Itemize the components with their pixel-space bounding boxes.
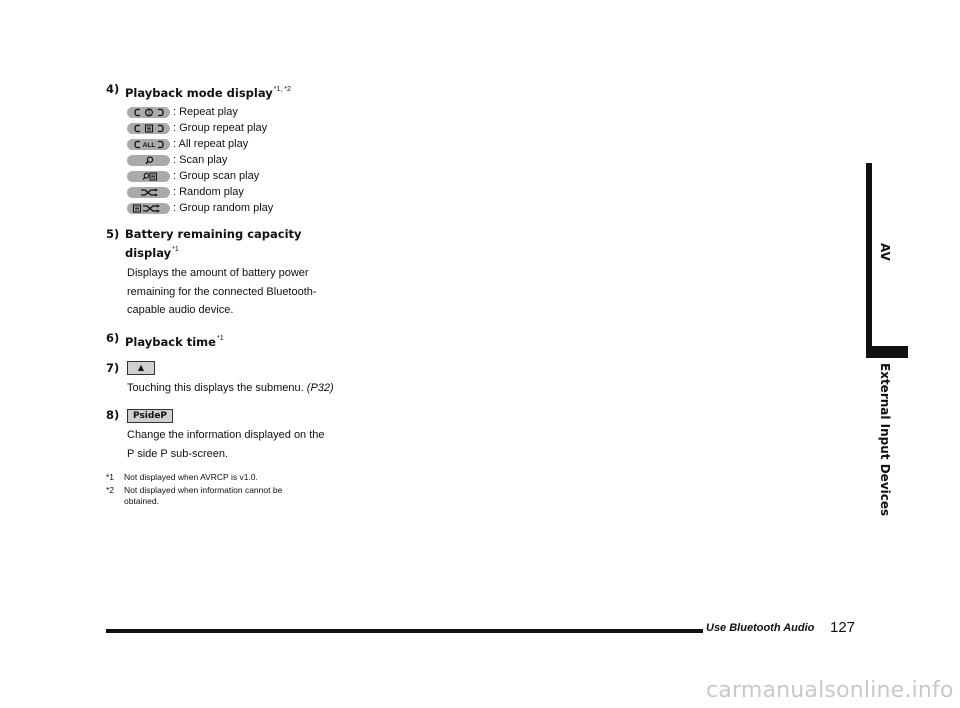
item-number: 8) [106, 408, 120, 422]
footnotes [106, 472, 366, 507]
footnote-ref: *1 [216, 334, 224, 342]
footer-title: Use Bluetooth Audio [706, 622, 815, 634]
footnote-text-line2: obtained. [124, 496, 159, 506]
mode-label: : Scan play [173, 154, 228, 166]
mode-label: : Repeat play [173, 106, 238, 118]
item-5 [106, 227, 366, 320]
section-label: AV [878, 243, 892, 261]
body-line: P side P sub-screen. [127, 447, 229, 460]
svg-text:1: 1 [146, 110, 151, 117]
item-title-line1: Battery remaining capacity [125, 227, 302, 241]
item-7-heading [106, 361, 366, 376]
item-5-heading [106, 227, 366, 261]
chapter-label: External Input Devices [878, 363, 892, 517]
item-8-heading [106, 408, 366, 423]
item-7-body [127, 379, 366, 398]
mode-label: : Group random play [173, 202, 274, 214]
mode-label: : Random play [173, 186, 244, 198]
footnote-mark: *2 [106, 485, 115, 495]
all-repeat-icon [127, 139, 170, 150]
footnote-2 [106, 485, 366, 507]
page-reference: (P32) [306, 381, 334, 394]
footnote-ref: *1, *2 [273, 86, 291, 93]
footnote-1 [106, 472, 366, 483]
footnote-ref: *1 [172, 246, 179, 253]
pside-button-icon: PsideP [127, 409, 173, 423]
group-repeat-icon [127, 123, 170, 134]
footnote-text-line1: Not displayed when information cannot be [124, 485, 283, 495]
item-8-body [127, 426, 366, 463]
footer-rule [106, 629, 703, 633]
item-4-heading [106, 82, 366, 101]
item-5-body [127, 264, 366, 320]
item-title: Playback time [125, 334, 216, 349]
item-8 [106, 408, 366, 463]
item-number: 6) [106, 330, 120, 345]
mode-random [127, 184, 366, 200]
watermark: carmanualsonline.info [706, 678, 954, 703]
scan-icon [127, 155, 170, 166]
item-6 [106, 331, 366, 350]
group-random-icon [127, 203, 170, 214]
item-number: 4) [106, 82, 120, 96]
body-line: Touching this displays the submenu. [127, 381, 304, 394]
body-line: Change the information displayed on the [127, 429, 325, 441]
mode-repeat [127, 104, 366, 120]
side-tab-bar [866, 163, 872, 351]
side-tab-marker [866, 346, 908, 358]
body-line: remaining for the connected Bluetooth- [127, 285, 317, 298]
body-line: Displays the amount of battery power [127, 267, 309, 279]
footnote-text: Not displayed when AVRCP is v1.0. [124, 472, 258, 482]
footnote-mark: *1 [106, 472, 115, 482]
manual-content [106, 82, 366, 507]
mode-group-repeat [127, 120, 366, 136]
item-number: 7) [106, 360, 120, 375]
repeat-icon [127, 107, 170, 118]
mode-scan [127, 152, 366, 168]
random-icon [127, 187, 170, 198]
mode-group-scan [127, 168, 366, 184]
item-number: 5) [106, 227, 120, 241]
submenu-button-icon: ▲ [127, 361, 155, 375]
group-scan-icon [127, 171, 170, 182]
item-7 [106, 361, 366, 398]
body-line: capable audio device. [127, 304, 234, 316]
mode-group-random [127, 200, 366, 216]
all-repeat-icon-label: ALL [142, 141, 155, 149]
mode-label: : All repeat play [173, 138, 249, 150]
playback-mode-list [127, 104, 366, 216]
item-6-heading [106, 331, 366, 350]
item-title: Playback mode display [125, 86, 273, 100]
page-number: 127 [830, 619, 856, 636]
item-title-line2: display [125, 246, 172, 260]
mode-label: : Group repeat play [173, 122, 268, 134]
mode-all-repeat [127, 136, 366, 152]
mode-label: : Group scan play [173, 170, 260, 182]
